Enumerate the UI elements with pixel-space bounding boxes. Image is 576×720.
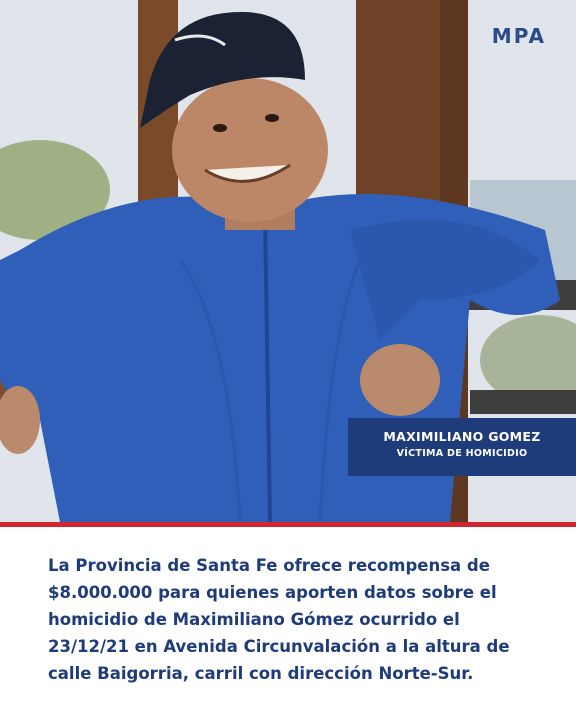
victim-subtitle: VÍCTIMA DE HOMICIDIO <box>396 448 528 459</box>
reward-announcement: La Provincia de Santa Fe ofrece recompensa de $8.000.000 para quienes aporten datos sobre el homicidio de Maximiliano Gómez ocurrido el 23/12/21 en Avenida Circunvalación a la altura de calle Baigorria, carril con dirección Norte-Sur. <box>48 556 510 683</box>
victim-caption <box>348 418 576 476</box>
mpa-logo: MPA <box>491 24 546 48</box>
victim-name: MAXIMILIANO GOMEZ <box>383 429 541 444</box>
red-divider <box>0 522 576 527</box>
